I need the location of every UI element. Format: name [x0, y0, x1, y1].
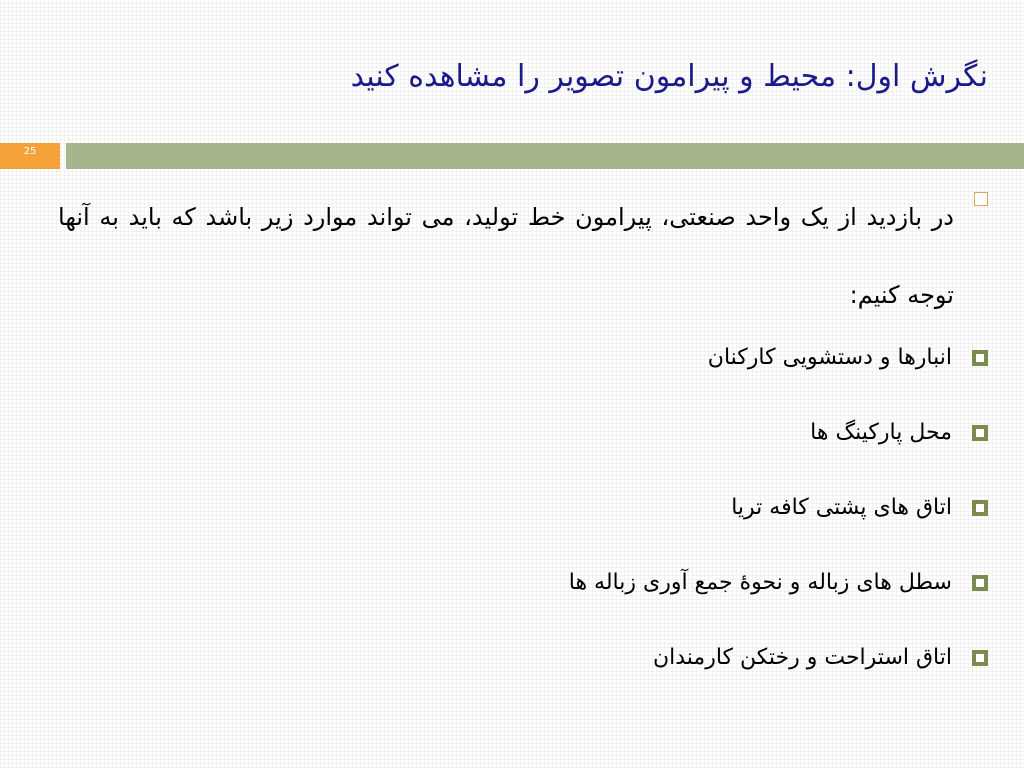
- square-bullet-icon: [972, 575, 988, 591]
- main-bullet-item: [58, 178, 988, 334]
- sub-bullet-item: [58, 640, 988, 676]
- accent-bar: [66, 143, 1024, 169]
- slide-title: نگرش اول: محیط و پیرامون تصویر را مشاهده کنید: [350, 59, 988, 94]
- sub-bullet-text: سطل های زباله و نحوۀ جمع آوری زباله ها: [568, 570, 952, 595]
- sub-bullet-list: [58, 340, 988, 676]
- sub-bullet-item: [58, 415, 988, 451]
- page-number: 25: [0, 143, 60, 169]
- header-bar: [0, 143, 1024, 169]
- hollow-square-bullet-icon: [974, 192, 988, 206]
- square-bullet-icon: [972, 350, 988, 366]
- sub-bullet-item: [58, 490, 988, 526]
- square-bullet-icon: [972, 650, 988, 666]
- sub-bullet-text: انبارها و دستشویی کارکنان: [707, 345, 952, 370]
- sub-bullet-item: [58, 565, 988, 601]
- sub-bullet-text: محل پارکینگ ها: [810, 420, 952, 445]
- slide-content: [58, 192, 988, 715]
- sub-bullet-text: اتاق استراحت و رختکن کارمندان: [652, 645, 952, 670]
- main-bullet-text: در بازدید از یک واحد صنعتی، پیرامون خط تولید، می تواند موارد زیر باشد که باید به آنها توجه کنیم:: [58, 203, 954, 309]
- square-bullet-icon: [972, 425, 988, 441]
- sub-bullet-text: اتاق های پشتی کافه تریا: [731, 495, 952, 520]
- sub-bullet-item: [58, 340, 988, 376]
- square-bullet-icon: [972, 500, 988, 516]
